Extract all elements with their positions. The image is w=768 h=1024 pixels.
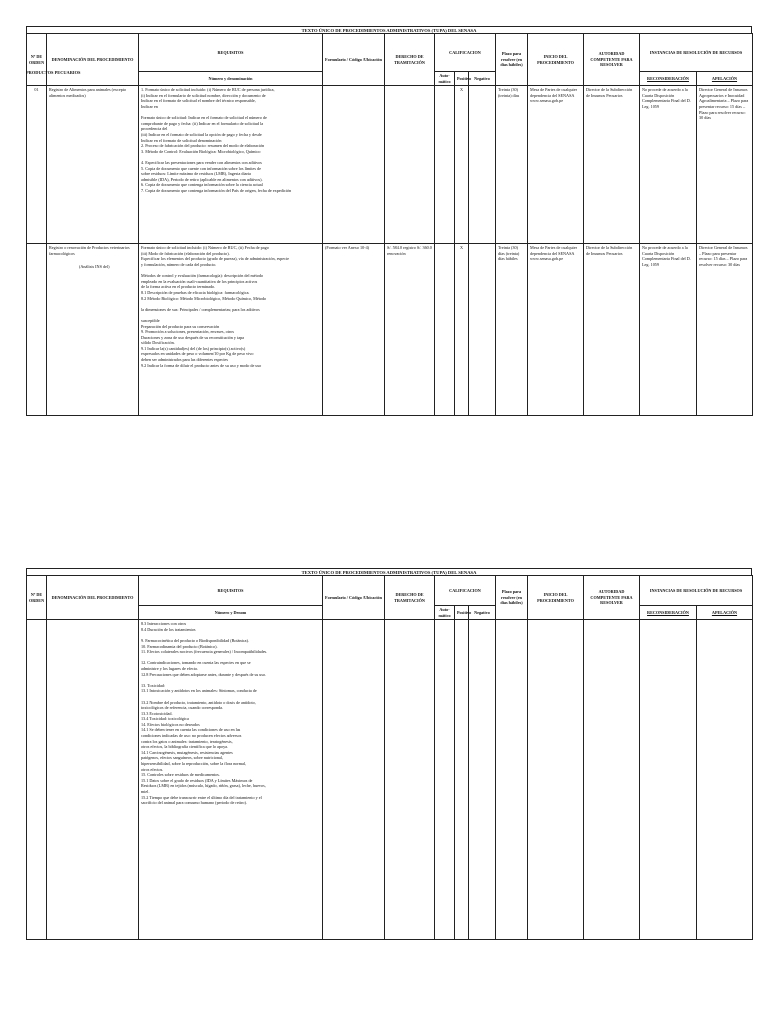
requisito-line: 15.1 Datos sobre el grado de residuos (IDA y Límites Máximos de [141, 777, 253, 783]
row-plazo: Treinta (30) días (treinta) días hábiles [496, 244, 528, 416]
header-plazo: Plazo para resolver (en días hábiles) [496, 34, 528, 86]
requisito-line: Indicar en el formato de solicitud el nombre del técnico responsable, [141, 98, 256, 104]
requisito-line: 9.1 Indicar la(s) cantidad(es) del (de los) principio(s) activo(s) [141, 345, 246, 351]
requisito-line: Indicar en el formato de solicitud denominación [141, 137, 222, 143]
requisito-line: 8.1 Descripción de pruebas de eficacia biológica: farmacológica. [141, 289, 250, 295]
header-derecho: DERECHO DE TRAMITACIÓN [385, 34, 435, 86]
requisito-line: 13.1 Intoxicación y antídotos en los animales: Síntomas, conducta de [141, 688, 257, 694]
header-plazo: Plazo para resolver (en días hábiles) [496, 576, 528, 620]
row-apelacion: Director General de Insumos – Plazo para presentar recurso: 15 días – Plazo para resolver recurso: 30 días [697, 244, 753, 416]
row-positivo: X [455, 244, 469, 416]
row-auto [435, 86, 455, 244]
requisito-line: 6. Copia de documento que contenga información sobre la ciencia actual [141, 182, 263, 188]
requisito-line: 11. Efectos colaterales nocivos (frecuencia generales) / Incompatibilidades. [141, 649, 268, 655]
requisito-line: 9. Farmacocinética del producto o Biodisponibilidad (Botánica). [141, 637, 249, 643]
row-plazo: Treinta (30) (treinta) días [496, 86, 528, 244]
requisito-line: 12. Contraindicaciones, tomando en cuenta las especies en que se [141, 660, 251, 666]
header-numero-denom: Número y Denom [139, 606, 323, 620]
header-autoridad: AUTORIDAD COMPETENTE PARA RESOLVER [584, 576, 640, 620]
requisito-line: 14.1 Se deben tener en cuenta las condiciones de uso en las [141, 727, 241, 733]
header-positivo: Positivo [455, 606, 469, 620]
requisito-line: 8.2 Método Biológico: Método Microbiológico, Método Químico, Método [141, 295, 267, 301]
requisito-line: 14. Efectos biológicos no deseados [141, 721, 200, 727]
requisito-line: 3. Método de Control: Evaluación Biológica: Microbiológico, Químico [141, 148, 261, 154]
requisito-line: 9. Promoción a soluciones, presentación, envases, otros [141, 329, 235, 335]
requisito-line: 13.2 Nombre del producto, tratamiento, antídoto o dosis de antídoto, [141, 699, 256, 705]
header-calificacion: CALIFICACION [435, 34, 496, 72]
row-autoridad [584, 620, 640, 940]
row-num [27, 244, 47, 416]
header-inicio: INICIO DEL PROCEDIMIENTO [528, 576, 584, 620]
row-requisitos [139, 86, 323, 244]
requisito-line: 1. Formato único de solicitud incluido: (i) Número de RUC de persona jurídica, [141, 87, 275, 93]
requisito-line: 8.3 Interacciones con otros [141, 621, 187, 627]
requisito-line: Especificar los elementos del producto (grado de pureza), vía de administración, especie [141, 256, 290, 262]
requisito-line: Preparación del producto para su conservación [141, 323, 220, 329]
table-row [27, 244, 753, 416]
header-reconsideracion: RECONSIDERACIÓN [640, 72, 697, 86]
header-formulario: Formulario / Código /Ubicación [323, 576, 385, 620]
header-requisitos: REQUISITOS [139, 576, 323, 606]
requisito-line: 13. Toxicidad: [141, 682, 166, 688]
row-negativo [469, 620, 496, 940]
row-formulario [323, 86, 385, 244]
header-negativo: Negativo [469, 72, 496, 86]
row-formulario [323, 620, 385, 940]
row-num [27, 620, 47, 940]
requisito-line: contra los gatos o animales: tratamiento, teratogénesis, [141, 738, 233, 744]
row-requisitos [139, 620, 323, 940]
requisito-line: miel. [141, 789, 150, 794]
requisito-line: sólido Dosificación. [141, 340, 175, 346]
header-reconsideracion: RECONSIDERACIÓN [640, 606, 697, 620]
header-auto: Auto-mático [435, 606, 455, 620]
requisito-line: hipersensibilidad, sobre la reproducción, sobre la flora normal, [141, 761, 247, 767]
row-reconsideracion: No procede de acuerdo a la Cuarta Disposición Complementaria Final del D. Leg. 1059 [640, 86, 697, 244]
requisito-line: Formato único de solicitud incluido: (i) Número de RUC, (ii) Fecha de pago [141, 245, 269, 251]
row-inicio: Mesa de Partes de cualquier dependencia del SENASA www.senasa.gob.pe [528, 86, 584, 244]
requisito-line: de la forma activa en el producto terminado. [141, 284, 216, 290]
header-instancias: INSTANCIAS DE RESOLUCIÓN DE RECURSOS [640, 34, 753, 72]
header-orden: Nº DE ORDEN [27, 34, 47, 86]
requisito-line: 4. Especificar las presentaciones para vender con alimentos con aditivos [141, 159, 262, 165]
requisito-line: expresados en unidades de peso o volumen/10 por Kg de peso vivo [141, 351, 254, 357]
row-requisitos [139, 244, 323, 416]
requisito-line: (iii) Modo de fabricación (elaboración del producto). [141, 250, 230, 256]
requisito-line: 9.2 Indicar la forma de diluir el producto antes de su uso y modo de uso [141, 362, 262, 368]
header-apelacion: APELACIÓN [697, 606, 753, 620]
requisito-line: administre y los lugares de efecto. [141, 665, 199, 671]
requisito-line: 10. Farmacodinamia del producto (Botánico). [141, 643, 218, 649]
requisito-line: procedencia del [141, 126, 168, 132]
row-denominacion-extra: (Análisis INS del) [79, 264, 110, 270]
row-apelacion: Director General de Insumos Agropecuarios e Inocuidad Agroalimentaria – Plazo para presentar recurso: 15 días – Plazo para resolver recurso: 30 días [697, 86, 753, 244]
requisito-line: 2. Proceso de fabricación del producto: resumen del modo de elaboración [141, 143, 265, 149]
row-autoridad: Director de la Subdirección de Insumos Pecuarios [584, 244, 640, 416]
header-derecho: DERECHO DE TRAMITACIÓN [385, 576, 435, 620]
row-denominacion: Registro de Alimentos para animales (excepto alimentos medicados) [47, 86, 139, 244]
header-formulario: Formulario / Código /Ubicación [323, 34, 385, 86]
row-negativo [469, 244, 496, 416]
row-num: 01 [27, 86, 47, 244]
requisito-line: 13.4 Toxicidad: toxicológica [141, 716, 189, 722]
requisito-line: Duraciones y zona de uso después de su reconstitución y tapa [141, 334, 245, 340]
requisito-line: Formato único de solicitud: Indicar en el formato de solicitud el número de [141, 115, 267, 121]
requisito-line: susceptible [141, 317, 160, 323]
requisito-line: y formulación, número de cada del producto. [141, 261, 217, 267]
row-reconsideracion [640, 620, 697, 940]
requisito-line: condiciones indicadas de uso: no producen efectos adversos [141, 733, 242, 739]
header-inicio: INICIO DEL PROCEDIMIENTO [528, 34, 584, 86]
requisito-line: comprobante de pago y fecha: (ii) Indicar en el formulario de solicitud la [141, 120, 264, 126]
header-calificacion: CALIFICACION [435, 576, 496, 606]
row-reconsideracion: No procede de acuerdo a la Cuarta Disposición Complementaria Final del D. Leg. 1059 [640, 244, 697, 416]
requisito-line: (iii) Indicar en el formato de solicitud la opción de pago y fecha y desde [141, 131, 262, 137]
tupa-table [26, 575, 753, 940]
row-plazo [496, 620, 528, 940]
header-orden: Nº DE ORDEN [27, 576, 47, 620]
requisito-line: sacrificio del animal para consumo humano (periodo de retiro). [141, 800, 247, 806]
requisito-line: patógenos, efectos sanguíneos, sobre nutricional, [141, 755, 223, 761]
requisito-line: Indicar en [141, 103, 158, 109]
requisito-line: sobre residuos: Límite máximo de residuos (LMR), Ingesta diaria [141, 171, 251, 177]
table-row [27, 86, 753, 244]
header-instancias: INSTANCIAS DE RESOLUCIÓN DE RECURSOS [640, 576, 753, 606]
requisito-line: 14.1 Carcinogénesis, mutagénesis, resistencias agentes [141, 749, 233, 755]
tupa-table [26, 33, 753, 416]
requisito-line: 7. Copia de documento que contenga información del País de origen, fecha de expedición [141, 187, 292, 193]
header-apelacion: APELACIÓN [697, 72, 753, 86]
row-positivo: X [455, 86, 469, 244]
requisito-line: deben ser administrados para las diferentes especies [141, 357, 228, 363]
page-title: TEXTO ÚNICO DE PROCEDIMIENTOS ADMINISTRATIVOS (TUPA) DEL SENASA [26, 568, 752, 575]
row-derecho [385, 86, 435, 244]
row-autoridad: Director de la Subdirección de Insumos Pecuarios [584, 86, 640, 244]
row-denominacion-text: Registro o renovación de Productos veterinarios farmacológicos [49, 245, 130, 256]
requisito-line: otros efectos. [141, 766, 164, 772]
table-row [27, 620, 753, 940]
document-page-2 [26, 568, 752, 940]
requisito-line: 15.2 Tiempo que debe transcurrir entre el último día del tratamiento y el [141, 794, 262, 800]
row-derecho [385, 620, 435, 940]
header-positivo: Positivo [455, 72, 469, 86]
requisito-line: 12.8 Precauciones que deben adoptarse antes, durante y después de su uso. [141, 671, 267, 677]
row-negativo [469, 86, 496, 244]
requisito-line: Métodos de control y evaluación (farmacología): descripción del método [141, 273, 264, 279]
requisito-line: la dimensiones de sus: Principales / complementarias; para los aditivos [141, 306, 260, 312]
header-negativo: Negativo [469, 606, 496, 620]
row-auto [435, 244, 455, 416]
page-title: TEXTO ÚNICO DE PROCEDIMIENTOS ADMINISTRATIVOS (TUPA) DEL SENASA [26, 26, 752, 33]
header-auto: Auto-mático [435, 72, 455, 86]
header-autoridad: AUTORIDAD COMPETENTE PARA RESOLVER [584, 34, 640, 86]
row-apelacion [697, 620, 753, 940]
section-label: PRODUCTOS PECUARIOS [26, 70, 81, 75]
requisito-line: 13.3 Ecotoxicidad. [141, 710, 173, 716]
header-denominacion: DENOMINACIÓN DEL PROCEDIMIENTO [47, 34, 139, 86]
requisito-line: admisible (IDA), Periodo de retiro (aplicable en alimentos con aditivos). [141, 176, 263, 182]
requisito-line: empleado en la evaluación cuali-cuantitativa de los principios activos [141, 278, 258, 284]
requisito-line: (i) Indicar en el formulario de solicitud nombre, dirección y documento de [141, 92, 266, 98]
row-inicio [528, 620, 584, 940]
requisito-line: 15. Controles sobre residuos de medicamentos. [141, 772, 220, 778]
row-denominacion [47, 244, 139, 416]
requisito-line: otros efectos, la bibliografía científica que lo apoya. [141, 744, 229, 750]
requisito-line: toxicológicos de referencia, cuando corresponda. [141, 705, 224, 711]
document-page-1 [26, 26, 752, 411]
row-auto [435, 620, 455, 940]
row-inicio: Mesa de Partes de cualquier dependencia del SENASA www.senasa.gob.pe [528, 244, 584, 416]
requisito-line: 8.4 Duración de los tratamientos [141, 626, 196, 632]
requisito-line: 5. Copia de documento que cuente con información sobre los límites de [141, 165, 262, 171]
row-positivo [455, 620, 469, 940]
header-denominacion: DENOMINACIÓN DEL PROCEDIMIENTO [47, 576, 139, 620]
header-requisitos: REQUISITOS [139, 34, 323, 72]
header-numero-denom: Número y denominación [139, 72, 323, 86]
row-derecho: S/. 584.0 registro S/. 360.0 renovación [385, 244, 435, 416]
row-formulario: (Formato ver Anexo 10-4) [323, 244, 385, 416]
requisito-line: Residuos (LMR) en tejidos (músculo, hígado, riñón, grasa), leche, huevos, [141, 783, 266, 789]
row-denominacion [47, 620, 139, 940]
